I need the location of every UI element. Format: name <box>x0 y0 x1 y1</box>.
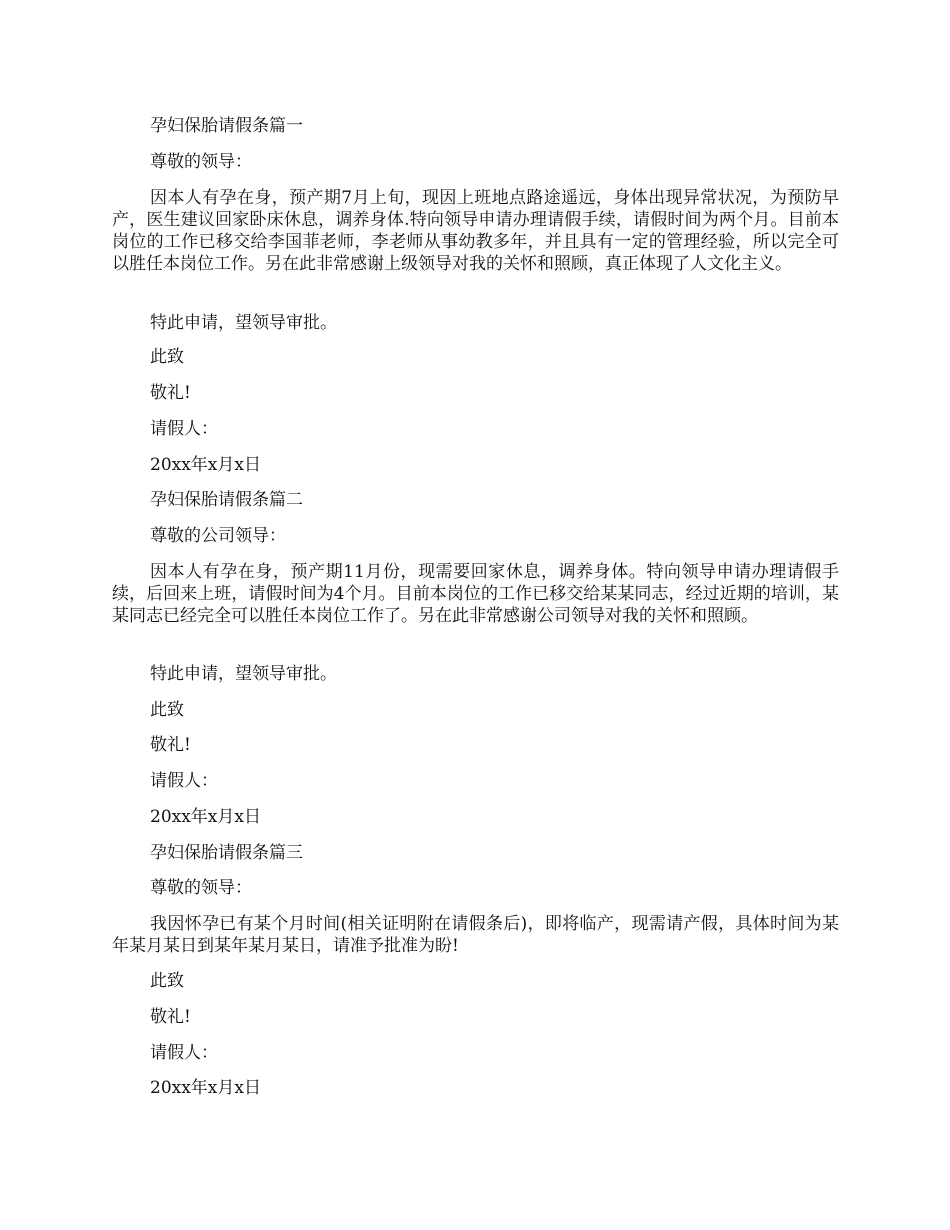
section-3-body: 我因怀孕已有某个月时间(相关证明附在请假条后)，即将临产，现需请产假，具体时间为某年某月某日到某年某月某日，请准予批准为盼! <box>112 914 839 956</box>
section-3-applicant: 请假人： <box>150 1043 218 1063</box>
section-3-closing-1: 此致 <box>150 971 184 991</box>
section-1-applicant: 请假人： <box>150 419 218 439</box>
section-3-date: 20xx年x月x日 <box>150 1078 261 1098</box>
section-3-title: 孕妇保胎请假条篇三 <box>150 843 303 863</box>
section-2-closing-2: 敬礼! <box>150 735 191 755</box>
section-2-title: 孕妇保胎请假条篇二 <box>150 490 303 510</box>
section-1-title: 孕妇保胎请假条篇一 <box>150 116 303 136</box>
section-1-date: 20xx年x月x日 <box>150 455 261 475</box>
section-2-date: 20xx年x月x日 <box>150 807 261 827</box>
section-1-closing-2: 敬礼! <box>150 383 191 403</box>
section-2-closing-1: 此致 <box>150 700 184 720</box>
section-1-salutation: 尊敬的领导： <box>150 152 252 172</box>
section-2-request: 特此申请，望领导审批。 <box>150 664 337 684</box>
section-2-salutation: 尊敬的公司领导： <box>150 526 286 546</box>
section-3-closing-2: 敬礼! <box>150 1007 191 1027</box>
section-2-body: 因本人有孕在身，预产期11月份，现需要回家休息，调养身体。特向领导申请办理请假手续，后回来上班，请假时间为4个月。目前本岗位的工作已移交给某某同志，经过近期的培训，某某同志已经完全可以胜任本岗位工作了。另在此非常感谢公司领导对我的关怀和照顾。 <box>112 562 839 626</box>
section-2-applicant: 请假人： <box>150 771 218 791</box>
section-1-body: 因本人有孕在身，预产期7月上旬，现因上班地点路途遥远，身体出现异常状况，为预防早产，医生建议回家卧床休息，调养身体.特向领导申请办理请假手续，请假时间为两个月。目前本岗位的工作已移交给李国菲老师，李老师从事幼教多年，并且具有一定的管理经验，所以完全可以胜任本岗位工作。另在此非常感谢上级领导对我的关怀和照顾，真正体现了人文化主义。 <box>112 188 839 274</box>
section-3-salutation: 尊敬的领导： <box>150 878 252 898</box>
section-1-request: 特此申请，望领导审批。 <box>150 313 337 333</box>
section-1-closing-1: 此致 <box>150 347 184 367</box>
